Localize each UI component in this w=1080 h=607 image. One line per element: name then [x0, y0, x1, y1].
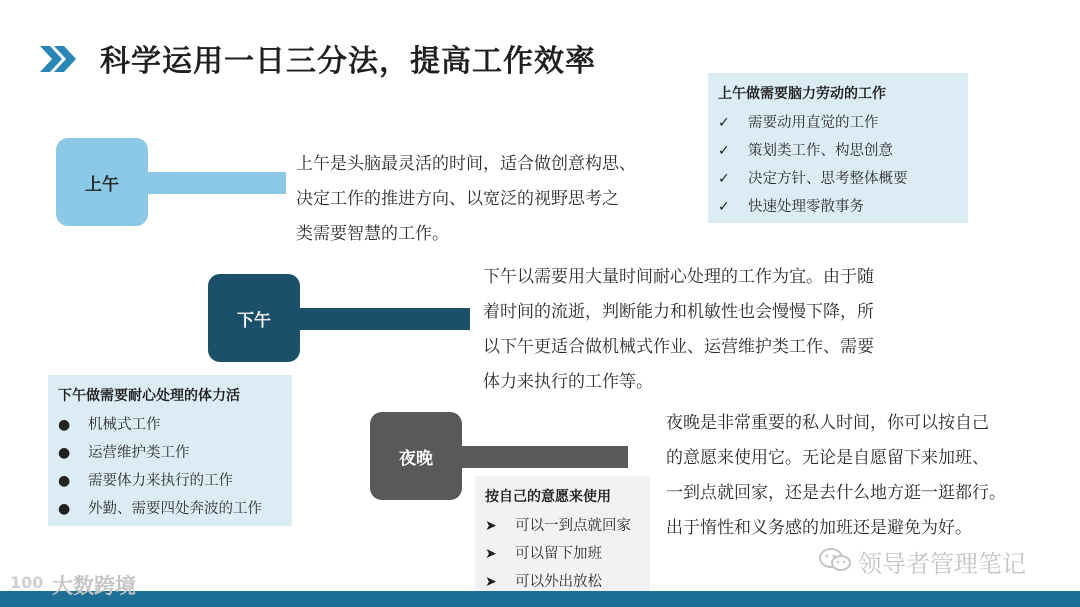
evening-connector: [460, 446, 628, 468]
check-icon: ✓: [718, 171, 730, 187]
page-title: 科学运用一日三分法，提高工作效率: [100, 44, 596, 79]
morning-line: 类需要智慧的工作。: [296, 224, 449, 244]
evening-line: 一到点就回家，还是去什么地方逛一逛都行。: [666, 483, 1006, 503]
list-item: ➤ 可以一到点就回家: [485, 512, 638, 540]
morning-connector: [146, 172, 286, 194]
svg-text:100: 100: [10, 573, 44, 592]
evening-tile: [370, 412, 462, 500]
evening-label: 夜晚: [399, 448, 433, 469]
evening-line: 夜晚是非常重要的私人时间，你可以按自己: [666, 413, 989, 433]
list-item: ✓ 快速处理零散事务: [718, 193, 956, 221]
list-item: ➤ 可以留下加班: [485, 540, 638, 568]
afternoon-line: 体力来执行的工作等。: [483, 372, 653, 392]
afternoon-label: 下午: [237, 310, 271, 331]
watermark-right: 领导者管理笔记: [858, 550, 1026, 578]
bullet-icon: ●: [58, 501, 71, 517]
afternoon-box: [48, 375, 292, 526]
wechat-icon: [818, 546, 852, 574]
list-item: ● 外勤、需要四处奔波的工作: [58, 495, 280, 523]
list-item: ✓ 策划类工作、构思创意: [718, 137, 956, 165]
check-icon: ✓: [718, 115, 730, 131]
evening-box: [475, 476, 650, 591]
evening-line: 出于惰性和义务感的加班还是避免为好。: [666, 518, 972, 538]
morning-label: 上午: [85, 174, 119, 195]
check-icon: ✓: [718, 199, 730, 215]
morning-line: 上午是头脑最灵活的时间，适合做创意构思、: [296, 154, 636, 174]
double-chevron-right-icon: [38, 44, 78, 74]
watermark-logo-icon: [8, 570, 52, 594]
morning-description: [296, 147, 686, 252]
bullet-icon: ●: [58, 473, 71, 489]
check-icon: ✓: [718, 143, 730, 159]
evening-box-heading: 按自己的意愿来使用: [485, 489, 611, 505]
list-item: ● 运营维护类工作: [58, 439, 280, 467]
watermark-left: 大数跨境: [52, 574, 136, 598]
arrow-right-icon: ➤: [485, 574, 497, 590]
morning-box: [708, 73, 968, 223]
list-item: ● 机械式工作: [58, 411, 280, 439]
afternoon-line: 以下午更适合做机械式作业、运营维护类工作、需要: [483, 337, 874, 357]
bullet-icon: ●: [58, 417, 71, 433]
morning-tile: [56, 138, 148, 226]
evening-description: [666, 406, 1066, 546]
arrow-right-icon: ➤: [485, 518, 497, 534]
afternoon-line: 下午以需要用大量时间耐心处理的工作为宜。由于随: [483, 267, 874, 287]
list-item: ➤ 可以外出放松: [485, 568, 638, 591]
afternoon-line: 着时间的流逝，判断能力和机敏性也会慢慢下降，所: [483, 302, 874, 322]
afternoon-tile: [208, 274, 300, 362]
afternoon-box-heading: 下午做需要耐心处理的体力活: [58, 388, 240, 404]
afternoon-connector: [298, 308, 470, 330]
list-item: ✓ 决定方针、思考整体概要: [718, 165, 956, 193]
evening-line: 的意愿来使用它。无论是自愿留下来加班、: [666, 448, 989, 468]
footer-bar: [0, 591, 1080, 607]
bullet-icon: ●: [58, 445, 71, 461]
morning-line: 决定工作的推进方向、以宽泛的视野思考之: [296, 189, 619, 209]
list-item: ● 需要体力来执行的工作: [58, 467, 280, 495]
morning-box-heading: 上午做需要脑力劳动的工作: [718, 86, 886, 102]
afternoon-description: [483, 260, 913, 400]
arrow-right-icon: ➤: [485, 546, 497, 562]
list-item: ✓ 需要动用直觉的工作: [718, 109, 956, 137]
